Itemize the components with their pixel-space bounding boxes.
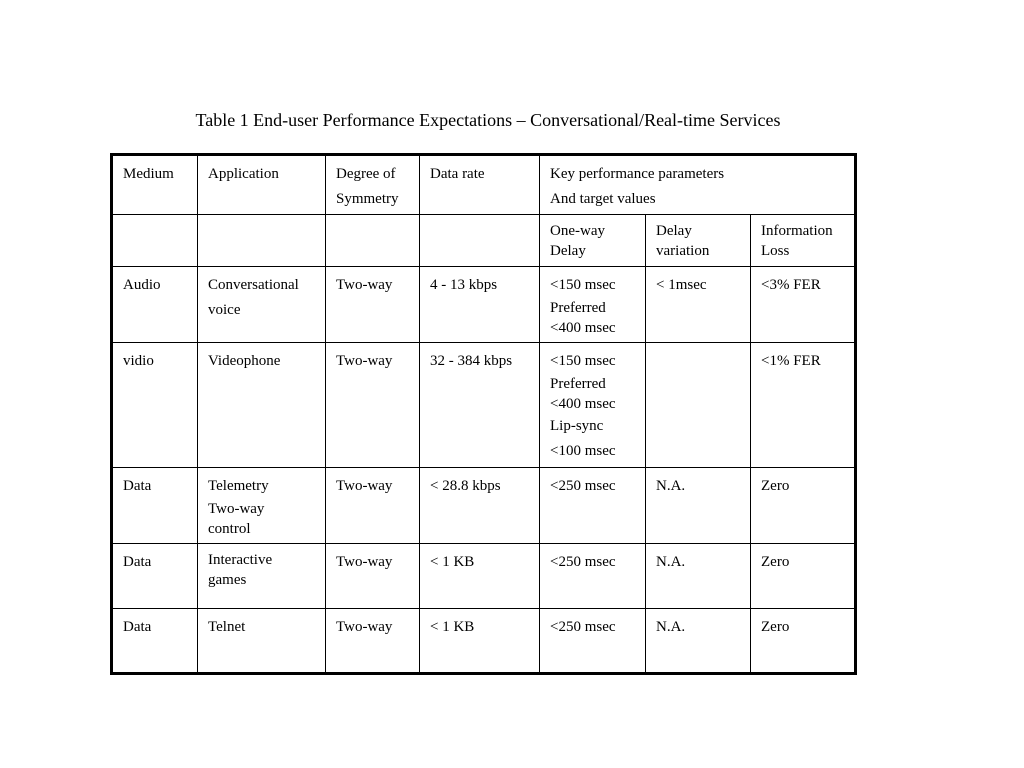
cell-medium: Data — [112, 544, 198, 609]
cell-one-way-delay: <150 msec Preferred <400 msec Lip-sync <100 msec — [540, 343, 646, 468]
cell-data-rate: 4 - 13 kbps — [420, 267, 540, 343]
subheader-empty — [420, 215, 540, 267]
table-row — [112, 343, 856, 468]
cell-one-way-delay: <250 msec — [540, 544, 646, 609]
cell-symmetry: Two-way — [326, 343, 420, 468]
cell-delay-variation: N.A. — [646, 609, 751, 674]
header-delay-variation: Delay variation — [646, 215, 751, 267]
cell-data-rate: < 1 KB — [420, 544, 540, 609]
cell-delay-variation: N.A. — [646, 544, 751, 609]
table-row — [112, 544, 856, 609]
performance-table — [110, 153, 857, 675]
cell-symmetry: Two-way — [326, 609, 420, 674]
header-application: Application — [198, 155, 326, 215]
subheader-empty — [112, 215, 198, 267]
cell-information-loss: Zero — [751, 609, 856, 674]
cell-application: Telnet — [198, 609, 326, 674]
cell-one-way-delay: <150 msec Preferred <400 msec — [540, 267, 646, 343]
cell-medium: Data — [112, 609, 198, 674]
cell-symmetry: Two-way — [326, 544, 420, 609]
cell-information-loss: Zero — [751, 468, 856, 544]
cell-medium: Audio — [112, 267, 198, 343]
cell-one-way-delay: <250 msec — [540, 468, 646, 544]
header-one-way-delay: One-way Delay — [540, 215, 646, 267]
cell-application: Conversational voice — [198, 267, 326, 343]
header-data-rate: Data rate — [420, 155, 540, 215]
header-medium: Medium — [112, 155, 198, 215]
table-row — [112, 468, 856, 544]
cell-information-loss: <3% FER — [751, 267, 856, 343]
subheader-empty — [198, 215, 326, 267]
header-degree-of-symmetry: Degree of Symmetry — [326, 155, 420, 215]
cell-delay-variation: < 1msec — [646, 267, 751, 343]
header-row — [112, 155, 856, 215]
cell-information-loss: <1% FER — [751, 343, 856, 468]
cell-application: Interactive games — [198, 544, 326, 609]
header-key-performance-parameters: Key performance parameters And target values — [540, 155, 856, 215]
subheader-row — [112, 215, 856, 267]
cell-symmetry: Two-way — [326, 267, 420, 343]
table-row — [112, 609, 856, 674]
cell-one-way-delay: <250 msec — [540, 609, 646, 674]
cell-data-rate: < 1 KB — [420, 609, 540, 674]
cell-delay-variation: N.A. — [646, 468, 751, 544]
cell-information-loss: Zero — [751, 544, 856, 609]
cell-medium: Data — [112, 468, 198, 544]
table-title: Table 1 End-user Performance Expectations – Conversational/Real-time Services — [195, 110, 781, 130]
cell-application: Telemetry Two-way control — [198, 468, 326, 544]
cell-medium: vidio — [112, 343, 198, 468]
cell-data-rate: < 28.8 kbps — [420, 468, 540, 544]
cell-data-rate: 32 - 384 kbps — [420, 343, 540, 468]
cell-symmetry: Two-way — [326, 468, 420, 544]
header-information-loss: Information Loss — [751, 215, 856, 267]
cell-delay-variation — [646, 343, 751, 468]
table-row — [112, 267, 856, 343]
subheader-empty — [326, 215, 420, 267]
cell-application: Videophone — [198, 343, 326, 468]
